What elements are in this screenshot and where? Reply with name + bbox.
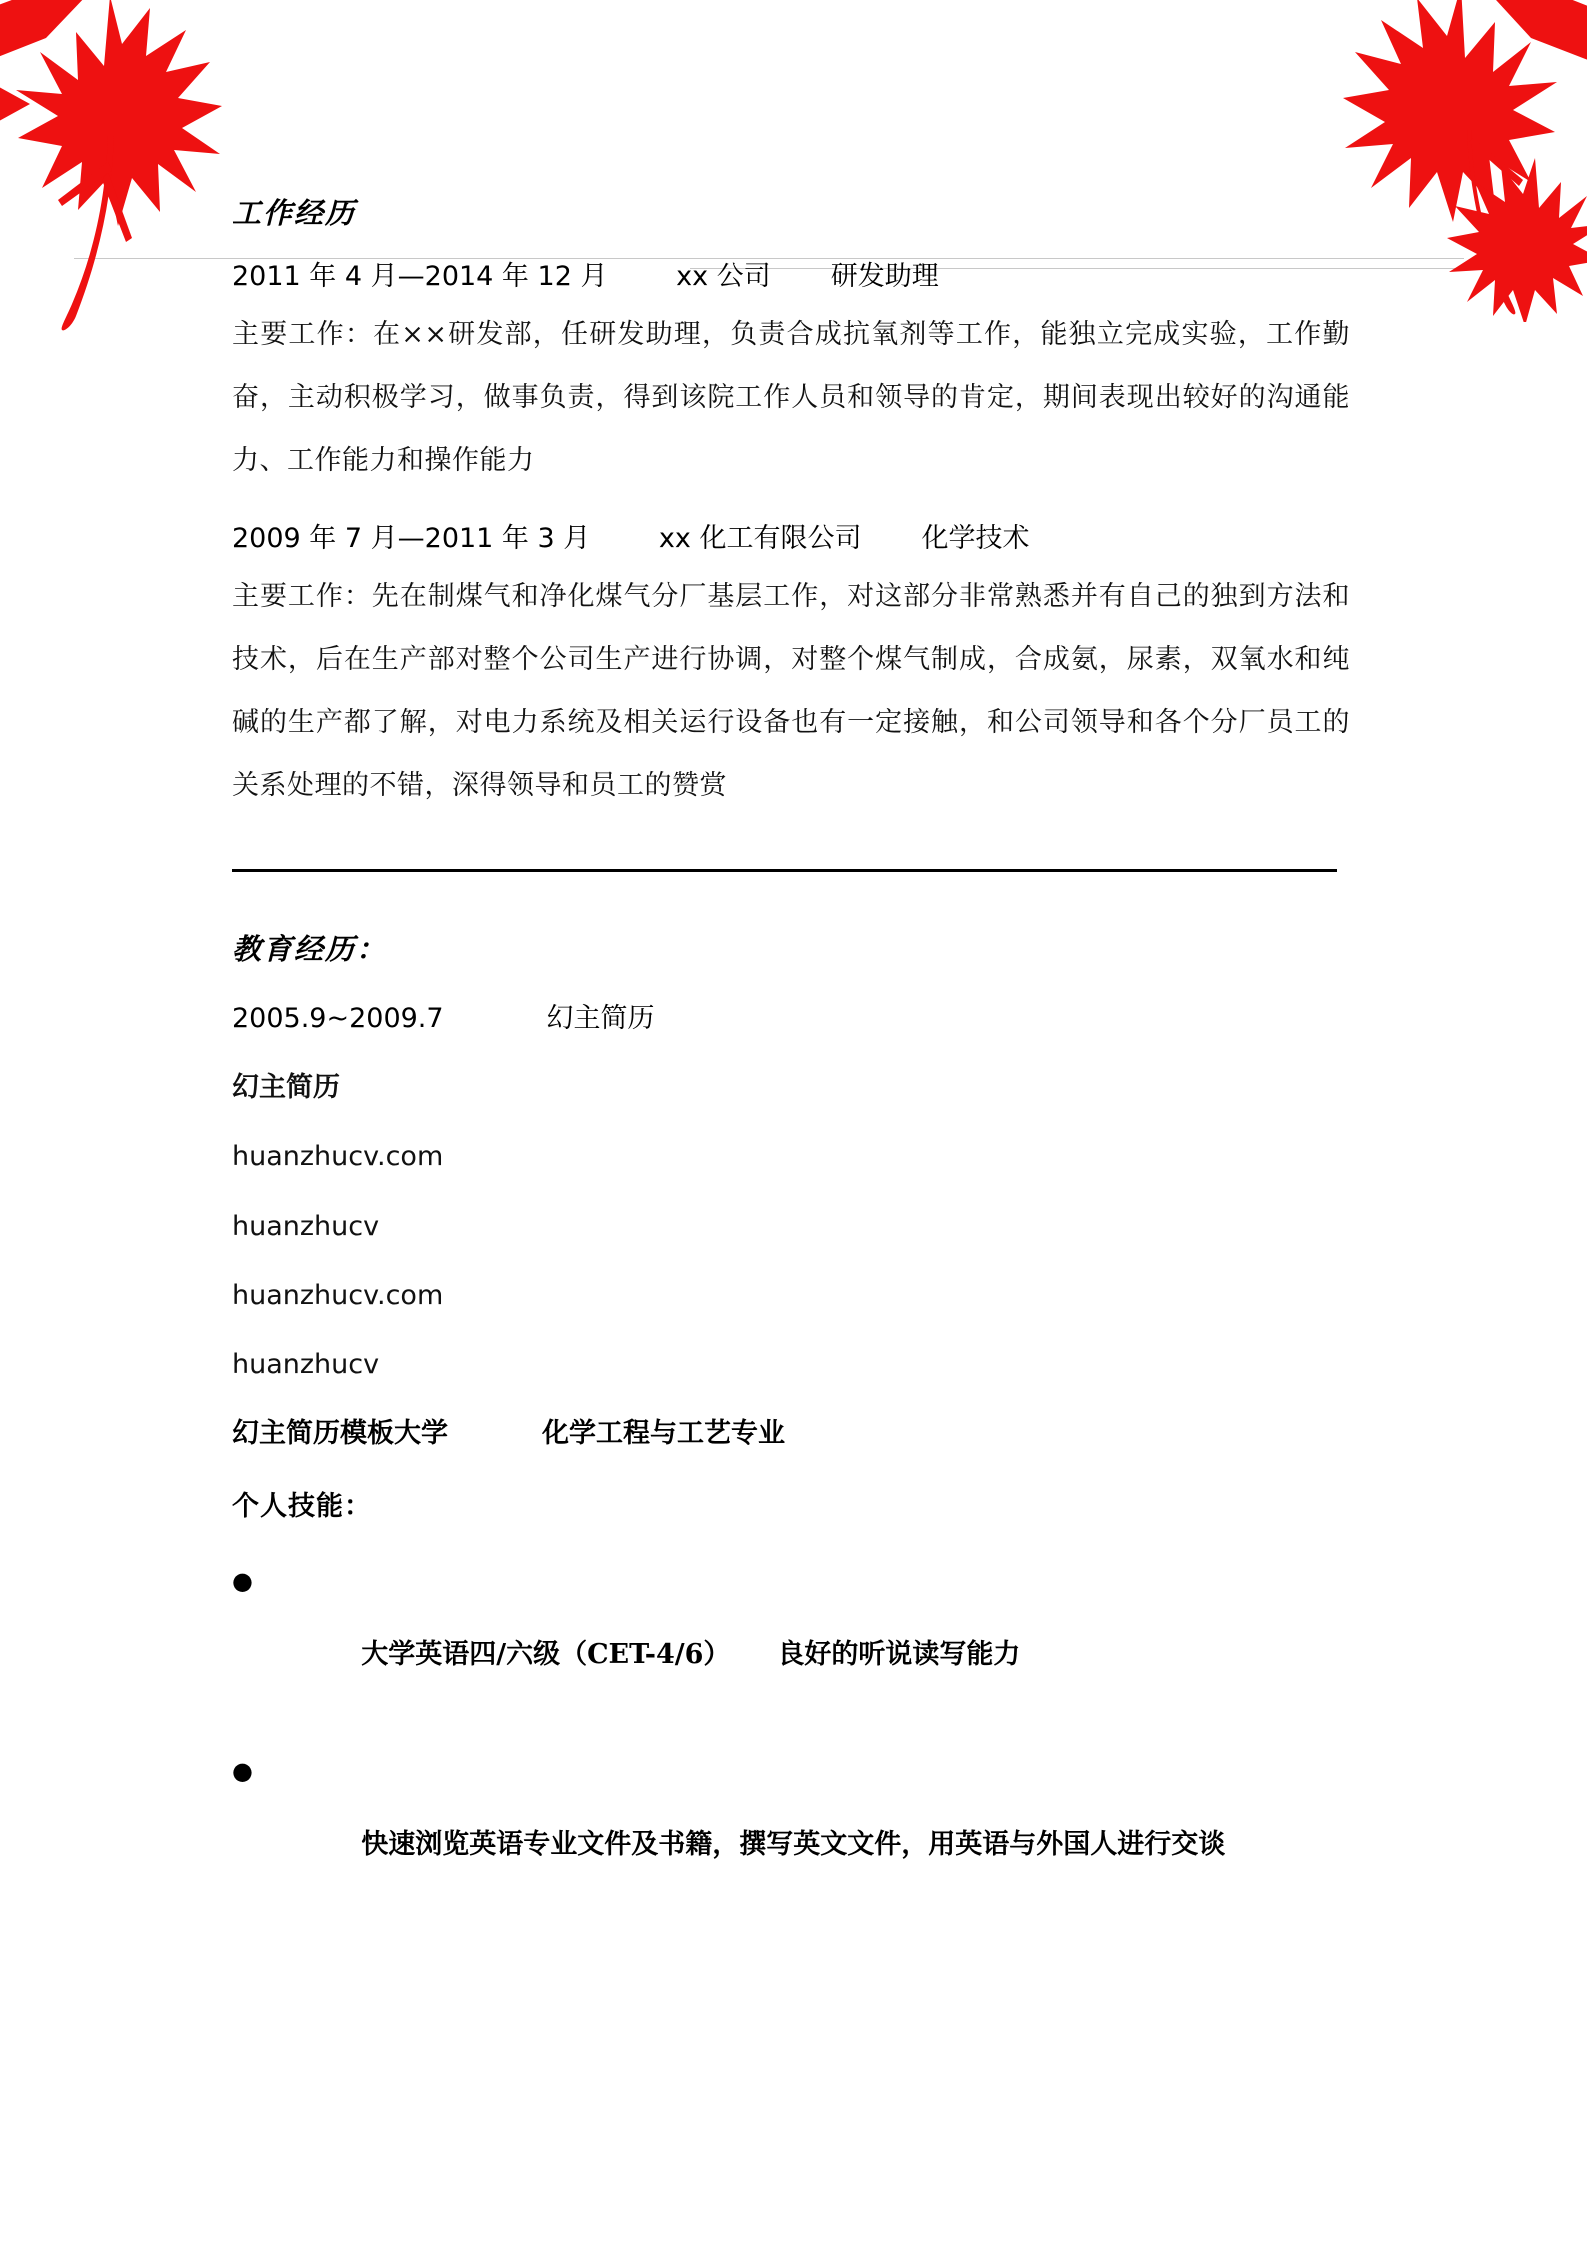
work-entry-1 bbox=[232, 257, 1350, 493]
education-line-1: 幻主简历 bbox=[232, 1072, 340, 1104]
work-entry-1-header: 2011 年 4 月—2014 年 12 月 xx 公司 研发助理 bbox=[232, 260, 939, 292]
skills-list-item-1 bbox=[232, 1564, 1350, 1710]
education-line-3: huanzhucv bbox=[232, 1210, 380, 1242]
work-entry-2-header: 2009 年 7 月—2011 年 3 月 xx 化工有限公司 化学技术 bbox=[232, 522, 1030, 554]
education-university-row: 幻主简历模板大学 化学工程与工艺专业 bbox=[232, 1417, 785, 1449]
skills-list-item-1-text: 大学英语四/六级（CET-4/6） 良好的听说读写能力 bbox=[361, 1638, 1021, 1670]
bullet-icon: ● bbox=[232, 1565, 253, 1595]
skills-section-title: 个人技能： bbox=[232, 1490, 372, 1522]
work-entry-2 bbox=[232, 519, 1350, 818]
work-entry-2-description: 主要工作：先在制煤气和净化煤气分厂基层工作，对这部分非常熟悉并有自己的独到方法和技术，后在生产部对整个公司生产进行协调，对整个煤气制成，合成氨，尿素，双氧水和纯碱的生产都了解，对电力系统及相关运行设备也有一定接触，和公司领导和各个分厂员工的关系处理的不错，深得领导和员工的赞赏 bbox=[232, 580, 1350, 801]
education-line-4: huanzhucv.com bbox=[232, 1279, 444, 1311]
skills-list-item-2-text: 快速浏览英语专业文件及书籍，撰写英文文件，用英语与外国人进行交谈 bbox=[361, 1828, 1226, 1860]
skills-list bbox=[232, 1564, 1350, 1900]
bullet-icon: ● bbox=[232, 1755, 253, 1785]
education-section-title: 教育经历： bbox=[232, 932, 388, 967]
work-section-title: 工作经历 bbox=[232, 196, 357, 230]
skills-list-item-2 bbox=[232, 1754, 1350, 1900]
work-entry-1-description: 主要工作：在××研发部，任研发助理，负责合成抗氧剂等工作，能独立完成实验，工作勤奋，主动积极学习，做事负责，得到该院工作人员和领导的肯定，期间表现出较好的沟通能力、工作能力和操作能力 bbox=[232, 318, 1350, 476]
document-body bbox=[232, 196, 1350, 1943]
section-divider bbox=[232, 869, 1337, 872]
education-line-2: huanzhucv.com bbox=[232, 1141, 444, 1173]
education-period-row: 2005.9~2009.7 幻主简历 bbox=[232, 1003, 655, 1035]
education-line-5: huanzhucv bbox=[232, 1348, 380, 1380]
